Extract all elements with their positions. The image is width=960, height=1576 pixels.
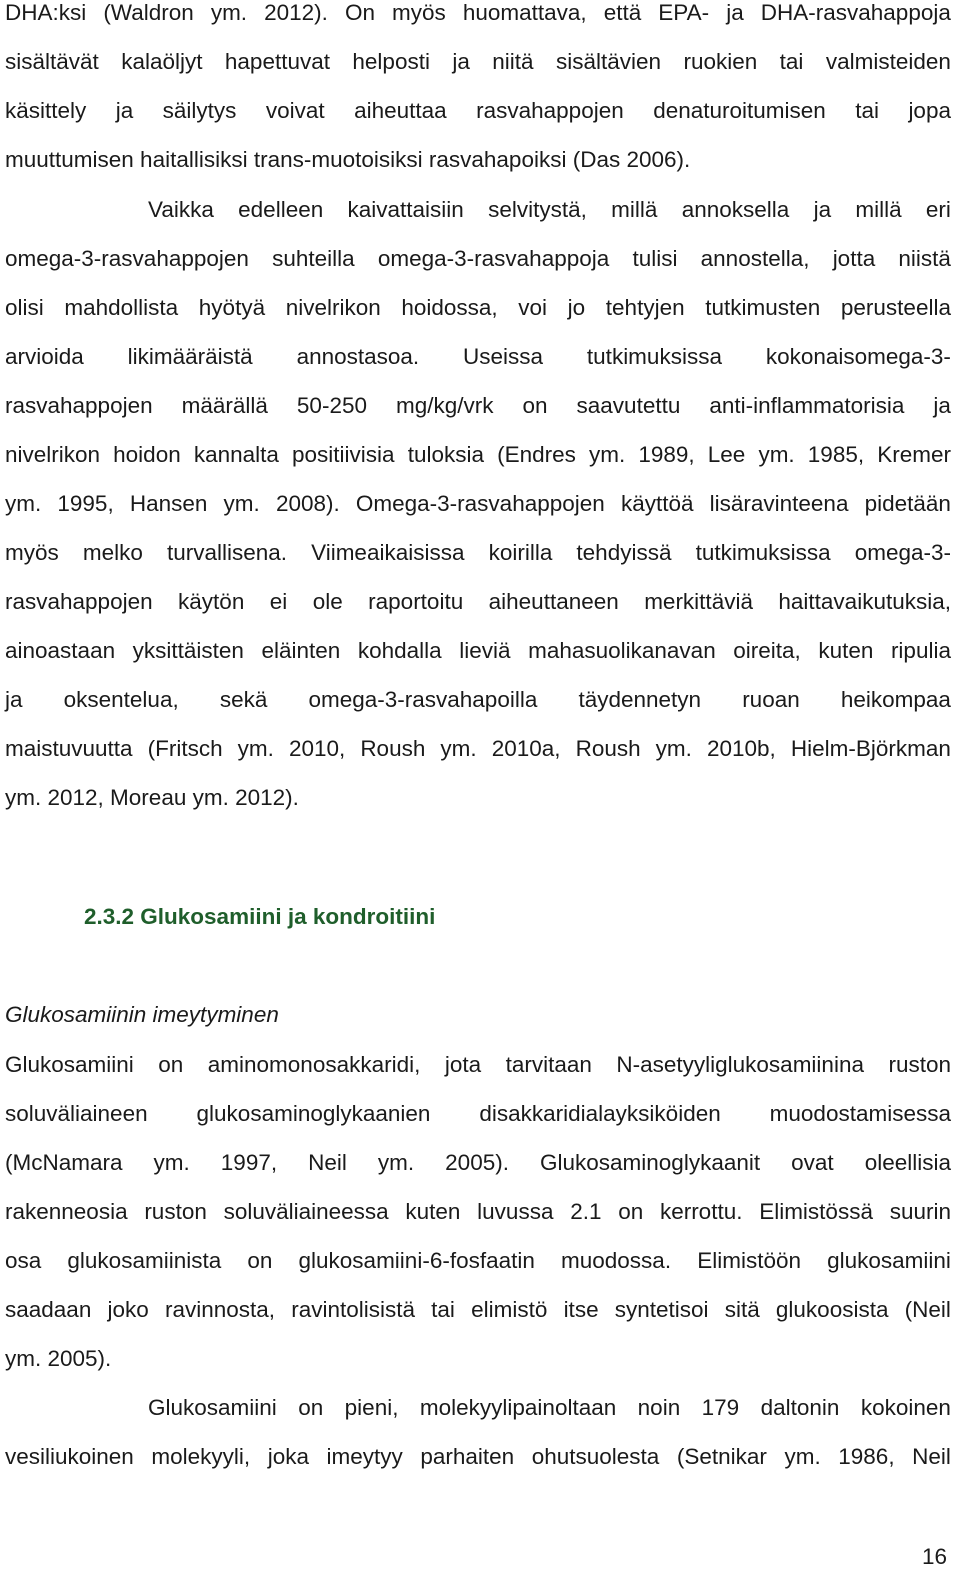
text-line: rasvahappojen määrällä 50-250 mg/kg/vrk on saavutettu anti-inflammatorisia ja [5, 393, 951, 418]
text-line: (McNamara ym. 1997, Neil ym. 2005). Glukosaminoglykaanit ovat oleellisia [5, 1150, 951, 1175]
text-line: ja oksentelua, sekä omega-3-rasvahapoilla täydennetyn ruoan heikompaa [5, 687, 951, 712]
text-line: ym. 1995, Hansen ym. 2008). Omega-3-rasvahappojen käyttöä lisäravinteena pidetään [5, 491, 951, 516]
text-line: ym. 2012, Moreau ym. 2012). [5, 785, 299, 810]
text-line: muuttumisen haitallisiksi trans-muotoisiksi rasvahapoiksi (Das 2006). [5, 147, 691, 172]
text-line: ym. 2005). [5, 1346, 112, 1371]
text-line: vesiliukoinen molekyyli, joka imeytyy parhaiten ohutsuolesta (Setnikar ym. 1986, Neil [5, 1444, 951, 1469]
text-line: saadaan joko ravinnosta, ravintolisistä tai elimistö itse syntetisoi sitä glukoosista (Neil [5, 1297, 951, 1322]
text-line: rakenneosia ruston soluväliaineessa kuten luvussa 2.1 on kerrottu. Elimistössä suurin [5, 1199, 951, 1224]
text-line: Glukosamiini on aminomonosakkaridi, jota tarvitaan N-asetyyliglukosamiinina ruston [5, 1052, 951, 1077]
section-heading: 2.3.2 Glukosamiini ja kondroitiini [84, 904, 436, 929]
text-line: sisältävät kalaöljyt hapettuvat helposti ja niitä sisältävien ruokien tai valmisteiden [5, 49, 951, 74]
text-line: Glukosamiini on pieni, molekyylipainoltaan noin 179 daltonin kokoinen [148, 1395, 951, 1420]
text-line: nivelrikon hoidon kannalta positiivisia tuloksia (Endres ym. 1989, Lee ym. 1985, Kremer [5, 442, 951, 467]
text-line: osa glukosamiinista on glukosamiini-6-fosfaatin muodossa. Elimistöön glukosamiini [5, 1248, 951, 1273]
text-line: myös melko turvallisena. Viimeaikaisissa koirilla tehdyissä tutkimuksissa omega-3- [5, 540, 951, 565]
text-line: maistuvuutta (Fritsch ym. 2010, Roush ym. 2010a, Roush ym. 2010b, Hielm-Björkman [5, 736, 951, 761]
text-line: käsittely ja säilytys voivat aiheuttaa rasvahappojen denaturoitumisen tai jopa [5, 98, 951, 123]
section-subheading: Glukosamiinin imeytyminen [5, 1002, 279, 1027]
text-line: soluväliaineen glukosaminoglykaanien disakkaridialayksiköiden muodostamisessa [5, 1101, 951, 1126]
text-line: olisi mahdollista hyötyä nivelrikon hoidossa, voi jo tehtyjen tutkimusten perusteella [5, 295, 951, 320]
text-line: omega-3-rasvahappojen suhteilla omega-3-rasvahappoja tulisi annostella, jotta niistä [5, 246, 951, 271]
text-line: DHA:ksi (Waldron ym. 2012). On myös huomattava, että EPA- ja DHA-rasvahappoja [5, 0, 951, 25]
text-line: arvioida likimääräistä annostasoa. Useissa tutkimuksissa kokonaisomega-3- [5, 344, 951, 369]
page-number: 16 [922, 1544, 948, 1569]
text-line: ainoastaan yksittäisten eläinten kohdalla lieviä mahasuolikanavan oireita, kuten ripulia [5, 638, 951, 663]
text-line: Vaikka edelleen kaivattaisiin selvitystä, millä annoksella ja millä eri [148, 197, 951, 222]
text-line: rasvahappojen käytön ei ole raportoitu aiheuttaneen merkittäviä haittavaikutuksia, [5, 589, 951, 614]
